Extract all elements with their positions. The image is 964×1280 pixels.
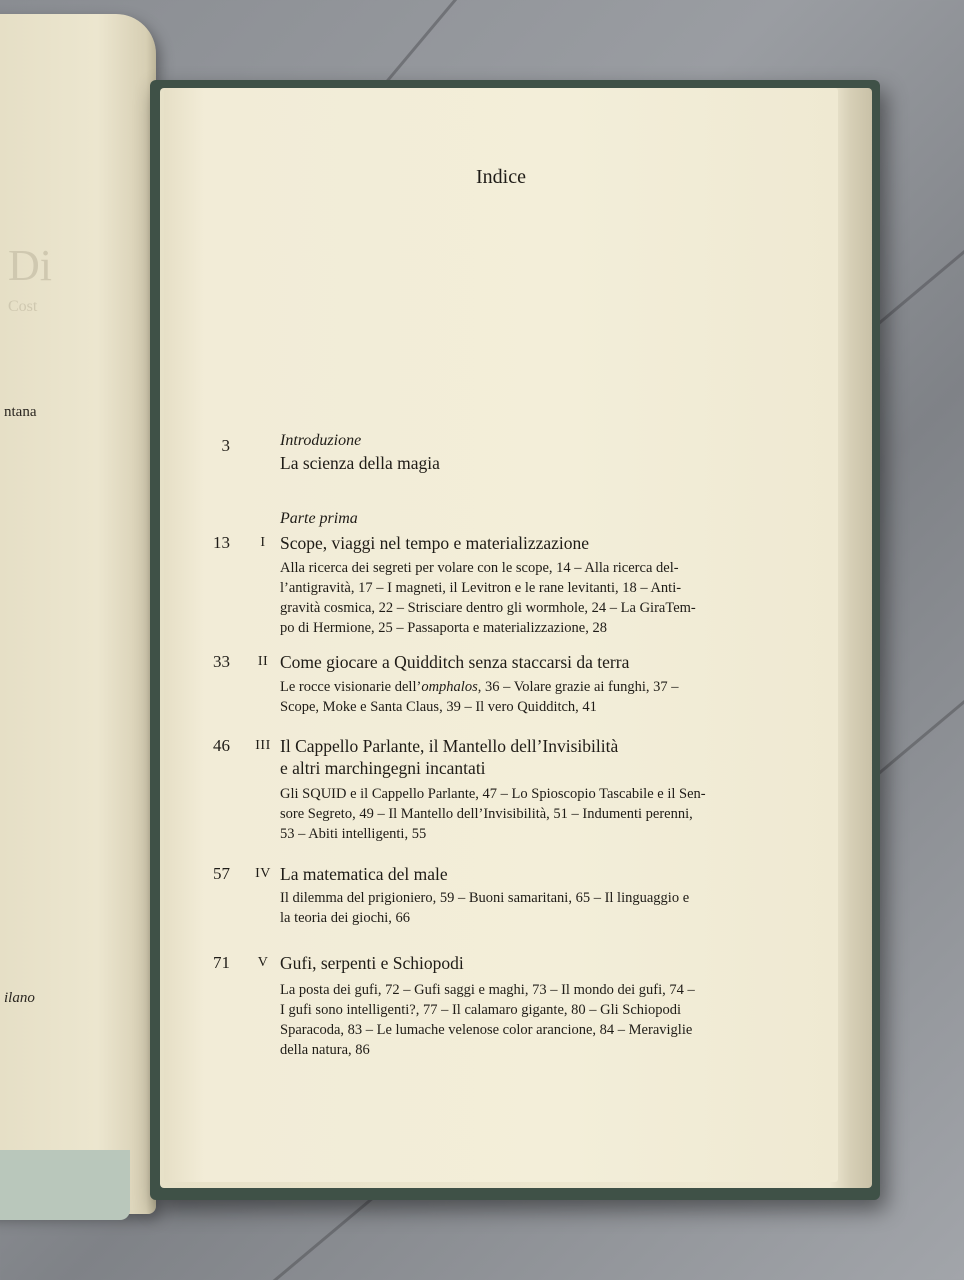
toc-page-number: 46: [213, 736, 230, 755]
toc-chapter-numeral: II: [257, 654, 269, 669]
left-page-fragment: Di: [8, 241, 52, 290]
toc-part-label: Parte prima: [280, 510, 358, 527]
left-page: [0, 14, 156, 1214]
left-page-fragment: Cost: [8, 298, 38, 315]
toc-chapter-title: La matematica del male: [280, 864, 448, 884]
toc-introduction-title: La scienza della magia: [280, 453, 440, 473]
left-page-fragment: ntana: [4, 404, 37, 420]
toc-chapter-numeral: V: [257, 955, 269, 970]
toc-chapter-title: e altri marchingegni incantati: [280, 758, 486, 778]
toc-chapter-sections: 53 – Abiti intelligenti, 55: [280, 826, 427, 842]
toc-chapter-sections: Alla ricerca dei segreti per volare con le scope, 14 – Alla ricerca del-: [280, 560, 679, 576]
toc-chapter-title: Gufi, serpenti e Schiopodi: [280, 953, 464, 973]
toc-chapter-sections: Scope, Moke e Santa Claus, 39 – Il vero Quidditch, 41: [280, 699, 597, 715]
toc-chapter-title: Il Cappello Parlante, il Mantello dell’Invisibilità: [280, 736, 619, 756]
toc-introduction-label: Introduzione: [280, 432, 362, 449]
toc-chapter-sections: Le rocce visionarie dell’omphalos, 36 – Volare grazie ai funghi, 37 –: [280, 679, 679, 695]
toc-chapter-sections: la teoria dei giochi, 66: [280, 910, 411, 926]
toc-page-number: 13: [213, 533, 230, 552]
toc-chapter-title: Scope, viaggi nel tempo e materializzazione: [280, 533, 590, 553]
toc-page-number: 57: [213, 864, 230, 883]
toc-chapter-sections: della natura, 86: [280, 1042, 370, 1058]
toc-chapter-numeral: I: [260, 535, 266, 550]
toc-page-number: 71: [213, 953, 230, 972]
left-cover-edge: [0, 1150, 130, 1220]
toc-chapter-title: Come giocare a Quidditch senza staccarsi da terra: [280, 652, 630, 672]
toc-page-number: 33: [213, 652, 230, 671]
toc-chapter-numeral: IV: [255, 866, 271, 881]
toc-chapter-sections: l’antigravità, 17 – I magneti, il Levitron e le rane levitanti, 18 – Anti-: [280, 580, 682, 596]
toc-chapter-sections: po di Hermione, 25 – Passaporta e materializzazione, 28: [280, 620, 607, 636]
toc-chapter-sections: La posta dei gufi, 72 – Gufi saggi e maghi, 73 – Il mondo dei gufi, 74 –: [280, 982, 695, 998]
toc-chapter-sections: Il dilemma del prigioniero, 59 – Buoni samaritani, 65 – Il linguaggio e: [280, 890, 690, 906]
toc-chapter-sections: sore Segreto, 49 – Il Mantello dell’Invisibilità, 51 – Indumenti perenni,: [280, 806, 693, 822]
toc-page-number: 3: [221, 436, 230, 455]
toc-chapter-sections: I gufi sono intelligenti?, 77 – Il calamaro gigante, 80 – Gli Schiopodi: [280, 1002, 682, 1018]
left-page-fragment: ilano: [4, 990, 35, 1006]
toc-chapter-numeral: III: [255, 738, 271, 753]
toc-chapter-sections: gravità cosmica, 22 – Strisciare dentro gli wormhole, 24 – La GiraTem-: [280, 600, 696, 616]
toc-chapter-sections: Sparacoda, 83 – Le lumache velenose color arancione, 84 – Meraviglie: [280, 1022, 693, 1038]
page-title: Indice: [476, 166, 526, 188]
toc-chapter-sections: Gli SQUID e il Cappello Parlante, 47 – Lo Spioscopio Tascabile e il Sen-: [280, 786, 706, 802]
